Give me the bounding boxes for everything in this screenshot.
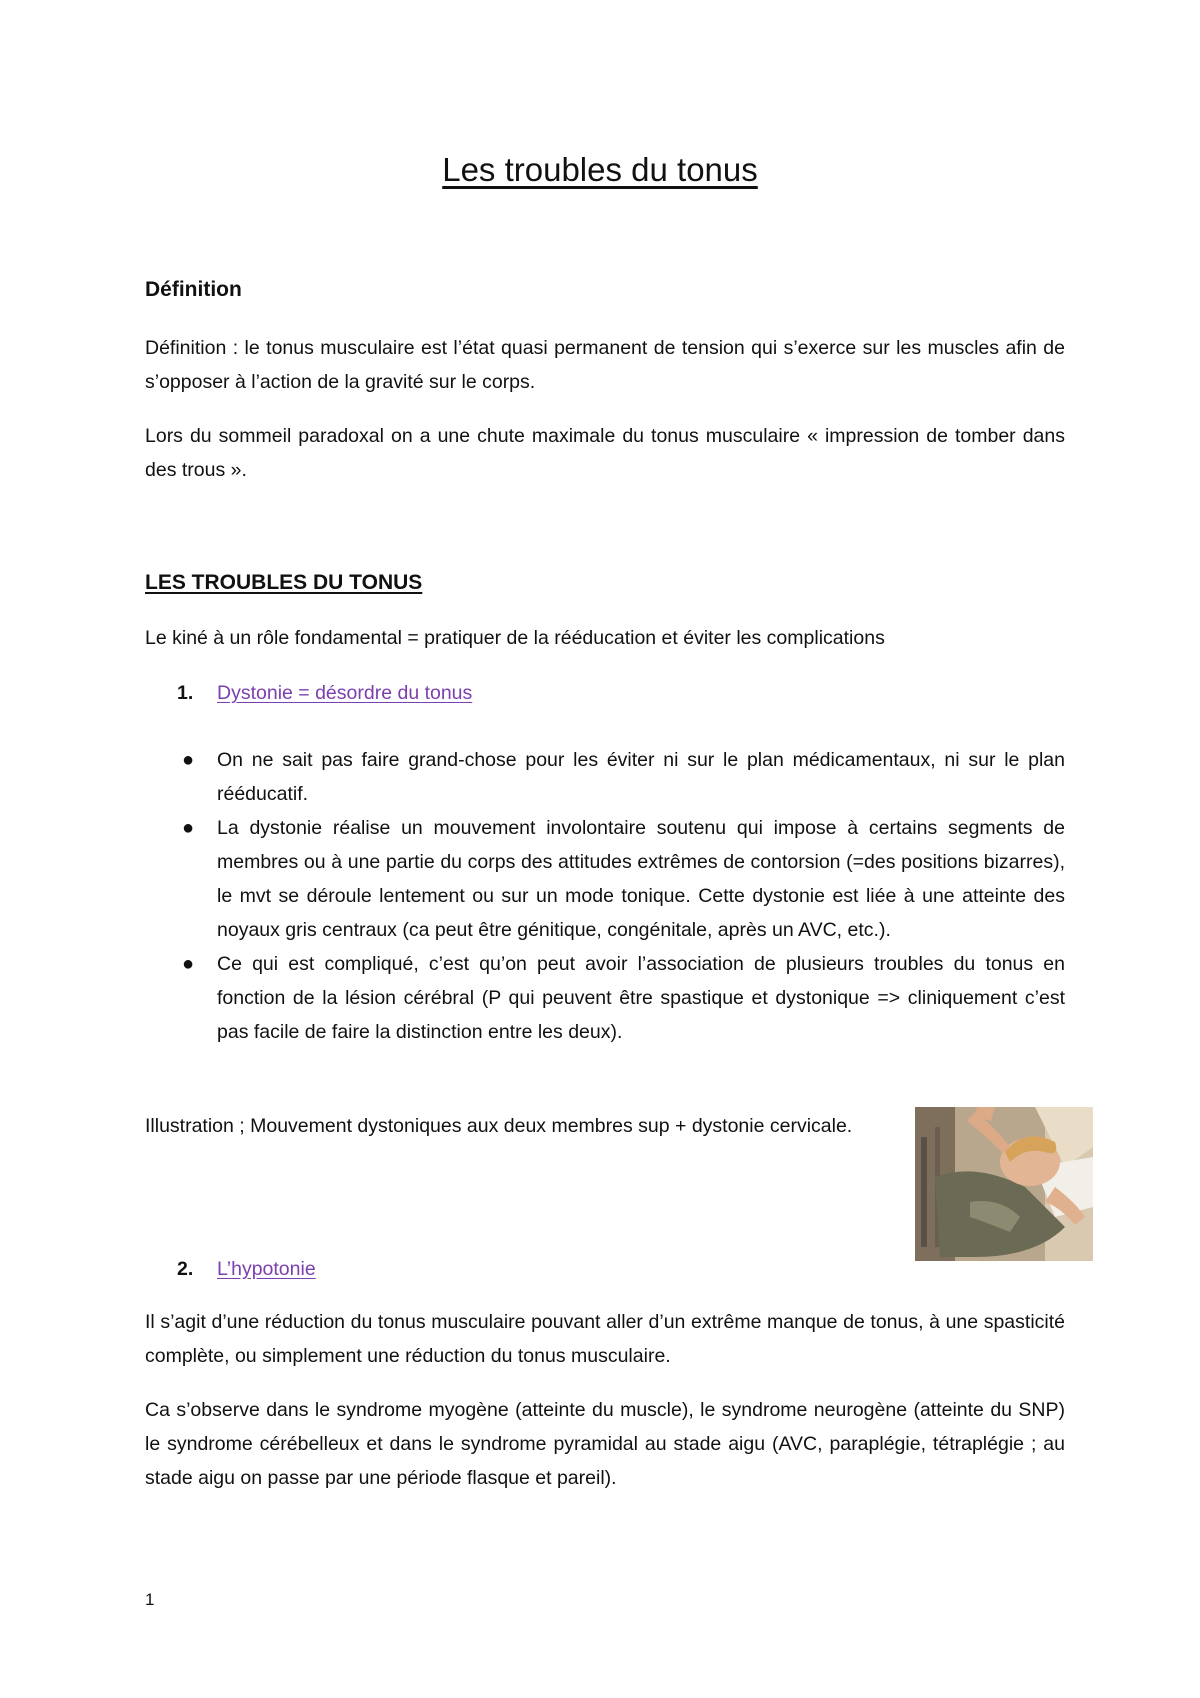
illustration-caption: Illustration ; Mouvement dystoniques aux deux membres sup + dystonie cervicale. bbox=[145, 1115, 853, 1137]
hypotonie-syndromes-paragraph: Ca s’observe dans le syndrome myogène (atteinte du muscle), le syndrome neurogène (atteinte du SNP) le syndrome cérébelleux et dans le syndrome pyramidal au stade aigu (AVC, paraplégie, tétraplégie ; au stade aigu on passe par une période flasque et pareil). bbox=[145, 1399, 1065, 1489]
hypotonie-paragraph: Il s’agit d’une réduction du tonus musculaire pouvant aller d’un extrême manque de tonus, à une spasticité complète, ou simplement une réduction du tonus musculaire. bbox=[145, 1311, 1065, 1367]
item-number: 2. bbox=[177, 1258, 194, 1280]
definition-heading: Définition bbox=[145, 278, 242, 301]
list-item bbox=[145, 947, 1065, 1049]
definition-paragraph: Définition : le tonus musculaire est l’état quasi permanent de tension qui s’exerce sur les muscles afin de s’opposer à l’action de la gravité sur le corps. bbox=[145, 337, 1065, 393]
item-hypotonie bbox=[177, 1252, 316, 1286]
bullet-icon: ● bbox=[182, 953, 195, 975]
item-number: 1. bbox=[177, 682, 194, 704]
item-label-hypotonie: L’hypotonie bbox=[217, 1258, 316, 1280]
dystonie-bullet-list bbox=[145, 743, 1065, 1049]
list-item bbox=[145, 743, 1065, 811]
sleep-paragraph: Lors du sommeil paradoxal on a une chute maximale du tonus musculaire « impression de tomber dans des trous ». bbox=[145, 425, 1065, 481]
troubles-heading: LES TROUBLES DU TONUS bbox=[145, 571, 423, 594]
item-dystonie bbox=[177, 676, 472, 710]
bullet-icon: ● bbox=[182, 749, 195, 771]
bullet-icon: ● bbox=[182, 817, 195, 839]
item-label-dystonie: Dystonie = désordre du tonus bbox=[217, 682, 473, 704]
list-item-text: Ce qui est compliqué, c’est qu’on peut avoir l’association de plusieurs troubles du tonus en fonction de la lésion cérébral (P qui peuvent être spastique et dystonique => cliniquement c’est pas facile de faire la distinction entre les deux). bbox=[217, 953, 1065, 1043]
list-item-text: La dystonie réalise un mouvement involontaire soutenu qui impose à certains segments de membres ou à une partie du corps des attitudes extrêmes de contorsion (=des positions bizarres), le mvt se déroule lentement ou sur un mode tonique. Cette dystonie est liée à une atteinte des noyaux gris centraux (ca peut être génitique, congénitale, après un AVC, etc.). bbox=[217, 817, 1065, 941]
list-item-text: On ne sait pas faire grand-chose pour les éviter ni sur le plan médicamentaux, ni sur le plan rééducatif. bbox=[217, 749, 1065, 805]
document-title: Les troubles du tonus bbox=[442, 151, 758, 188]
page-number: 1 bbox=[145, 1590, 155, 1609]
list-item bbox=[145, 811, 1065, 947]
dystonia-photo bbox=[915, 1107, 1093, 1261]
troubles-intro: Le kiné à un rôle fondamental = pratiquer de la rééducation et éviter les complications bbox=[145, 627, 885, 649]
